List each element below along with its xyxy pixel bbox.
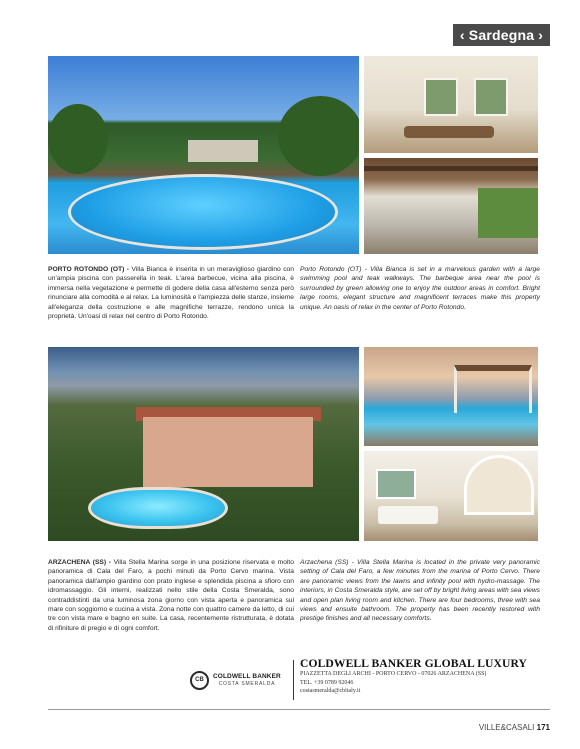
window-shape bbox=[474, 78, 508, 116]
arzachena-lead: ARZACHENA (SS) - bbox=[48, 559, 111, 566]
window-shape bbox=[424, 78, 458, 116]
porto-rotondo-pool-photo bbox=[48, 56, 359, 254]
porto-rotondo-living-room-photo bbox=[364, 56, 538, 153]
footer-rule bbox=[48, 709, 550, 710]
logo-seal-icon: CB bbox=[190, 671, 209, 690]
agency-name: COLDWELL BANKER GLOBAL LUXURY bbox=[300, 657, 528, 670]
porto-rotondo-description-en: Porto Rotondo (OT) - Villa Bianca is set in a marvelous garden with a large swimming pool and teak walkways. The barbeque area near the pool is surrounded by green allowing one to enjoy the outdoor areas in comfort. Bright large rooms, elegant structure and magnificent terraces make this property unique. An oasis of relax in the center of Porto Rotondo. bbox=[300, 266, 540, 311]
porto-rotondo-lead: PORTO ROTONDO (OT) - bbox=[48, 266, 130, 273]
arch-shape bbox=[464, 455, 534, 515]
arzachena-body-it: Villa Stella Marina sorge in una posizione riservata e molto panoramica di Cala del Faro, a pochi minuti da Porto Cervo marina. Vista panoramica dall'ampio giardino con prato inglese e splendida piscina a sfioro con idromassaggio. Gli interni, realizzati nello stile della Costa Smeralda, sono contraddistinti da una luminosa zona giorno con vista aperta e panoramica sul mare con soggiorno e cucina a vista. Zona notte con quattro camere da letto, di cui tre con vista mare e bagno en suite. La casa, recentemente ristrutturata, è dotata di rifiniture di pregio e di ogni comfort. bbox=[48, 559, 295, 632]
arzachena-description-en: Arzachena (SS) - Villa Stella Marina is located in the private very panoramic setting of Cala del Faro, a few minutes from the marina of Porto Cervo. There are panoramic views from the lawns and infinity pool with hydro-massage. The interiors, in Costa Smeralda style, are set off by bright living areas with sea views and open plan living room and kitchen. There are four bedrooms, three with sea views and ensuite bathroom. The property has been recently restored with prestige finishes and all necessary comforts. bbox=[300, 559, 540, 623]
arzachena-description-it bbox=[48, 558, 294, 633]
beam-shape bbox=[364, 166, 538, 171]
tree-shape bbox=[48, 104, 108, 174]
porto-rotondo-description-it bbox=[48, 265, 294, 321]
arzachena-infinity-pool-photo bbox=[364, 347, 538, 446]
logo-brand: COLDWELL BANKER bbox=[213, 673, 281, 680]
arzachena-living-room-photo bbox=[364, 451, 538, 541]
magazine-name: VILLE&CASALI bbox=[478, 723, 535, 732]
region-tag: ‹ Sardegna › bbox=[453, 24, 550, 46]
page-folio bbox=[479, 723, 550, 732]
pool-shape bbox=[88, 487, 228, 529]
tree-shape bbox=[278, 96, 359, 176]
logo-sub: COSTA SMERALDA bbox=[218, 681, 276, 687]
porto-rotondo-terrace-photo bbox=[364, 158, 538, 254]
agency-divider bbox=[293, 660, 294, 700]
agency-phone: TEL. +39 0789 92046 bbox=[300, 679, 354, 686]
villa-shape bbox=[143, 417, 313, 487]
agency-info bbox=[300, 657, 550, 696]
garden-shape bbox=[478, 188, 538, 238]
page-number: 171 bbox=[536, 723, 550, 732]
villa-shape bbox=[188, 140, 258, 162]
arzachena-aerial-photo bbox=[48, 347, 359, 541]
agency-email[interactable]: costasmeralda@cbitaly.it bbox=[300, 688, 361, 694]
sofa-shape bbox=[378, 506, 438, 524]
window-shape bbox=[376, 469, 416, 499]
coldwell-banker-logo bbox=[190, 666, 290, 694]
pergola-shape bbox=[454, 365, 532, 413]
pool-shape bbox=[68, 174, 338, 250]
porto-rotondo-body-it: Villa Bianca è inserita in un meraviglioso giardino con un'ampia piscina con passerella in teak. L'area barbecue, vicina alla piscina, è immersa nella vegetazione e permette di godere della casa all'esterno senza però rinunciare alla comodità e al relax. La luminosità e l'ampiezza delle stanze, insieme all'eleganza della costruzione e alle magnifiche terrazze, rendono unica la proprietà. Un'oasi di relax nel centro di Porto Rotondo. bbox=[48, 266, 295, 321]
agency-address: PIAZZETTA DEGLI ARCHI - PORTO CERVO - 07026 ARZACHENA (SS) bbox=[300, 671, 487, 677]
table-shape bbox=[404, 126, 494, 138]
